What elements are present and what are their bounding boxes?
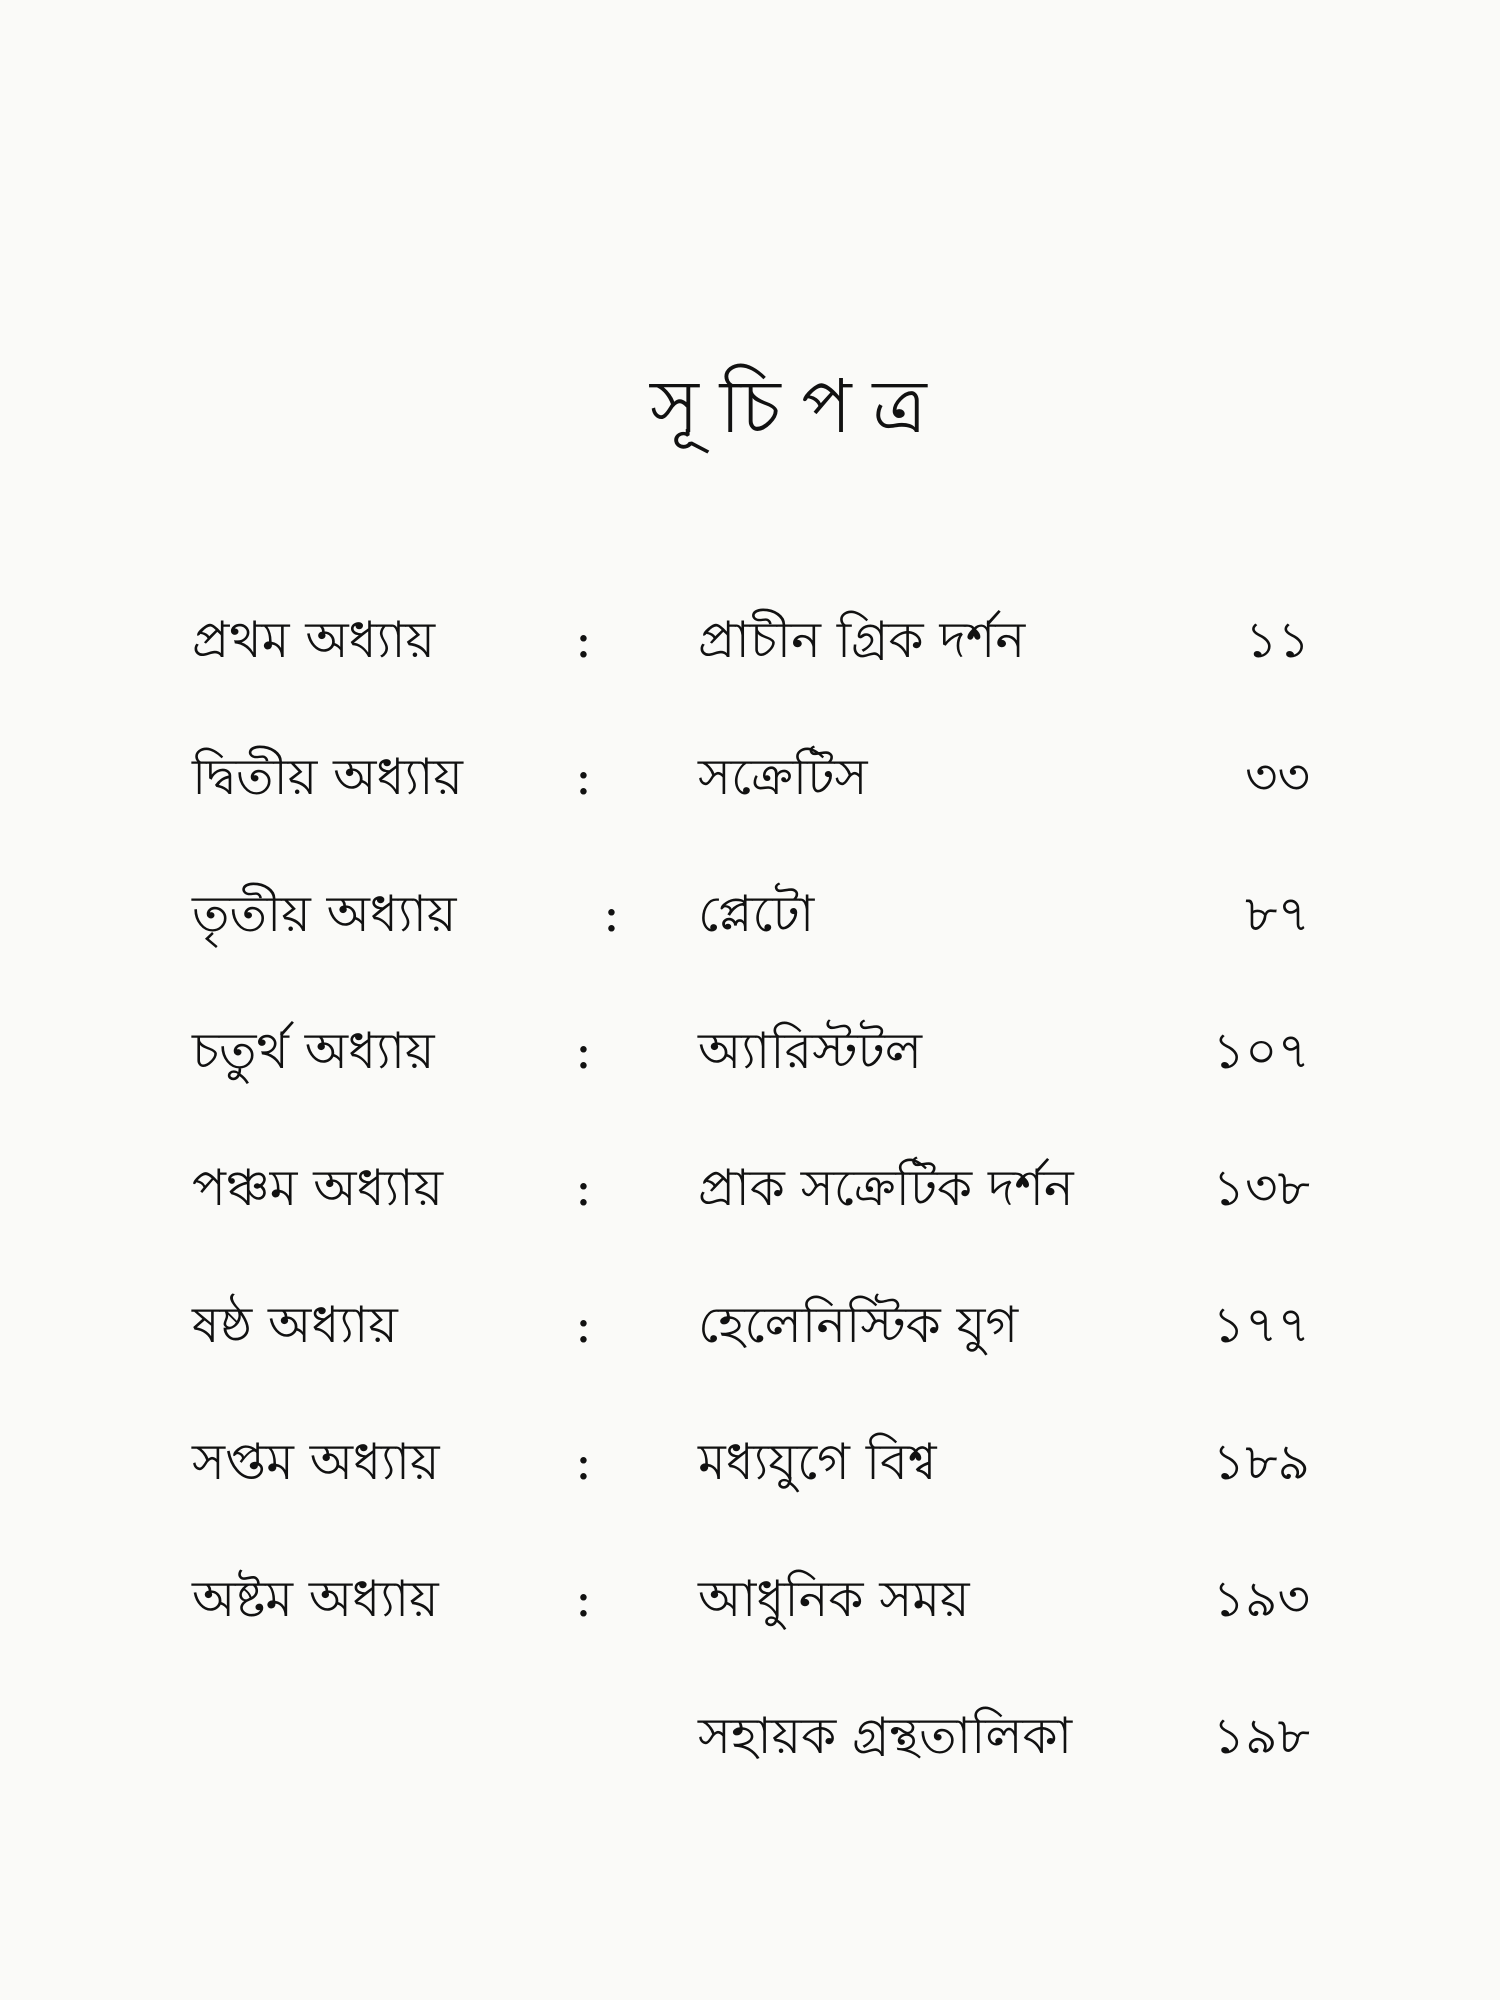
- chapter-label: অষ্টম অধ্যায়: [192, 1570, 439, 1628]
- separator: :: [575, 611, 592, 669]
- topic-title: প্রাচীন গ্রিক দর্শন: [698, 611, 1026, 669]
- toc-entry: [0, 737, 1500, 874]
- page-number: ১৮৯: [1212, 1433, 1310, 1491]
- topic-title: হেলেনিস্টিক যুগ: [698, 1296, 1019, 1354]
- toc-entry: [0, 1285, 1500, 1422]
- page-number: ১১: [1245, 611, 1310, 669]
- separator: :: [575, 1570, 592, 1628]
- page-number: ১৯৩: [1212, 1570, 1310, 1628]
- topic-title: সক্রেটিস: [698, 748, 868, 806]
- chapter-label: ষষ্ঠ অধ্যায়: [192, 1296, 398, 1354]
- page-title: সূচিপত্র: [650, 364, 948, 450]
- topic-title: আধুনিক সময়: [698, 1570, 970, 1628]
- topic-title: প্লেটো: [698, 885, 815, 943]
- page-number: ৮৭: [1245, 885, 1310, 943]
- page-number: ৩৩: [1244, 748, 1310, 806]
- toc-entry: [0, 1011, 1500, 1148]
- chapter-label: পঞ্চম অধ্যায়: [192, 1159, 444, 1217]
- toc-entry: [0, 874, 1500, 1011]
- page-number: ১৯৮: [1212, 1707, 1310, 1765]
- toc-entry: [0, 1559, 1500, 1696]
- topic-title: মধ্যযুগে বিশ্ব: [698, 1433, 937, 1491]
- page-number: ১৭৭: [1212, 1296, 1310, 1354]
- chapter-label: তৃতীয় অধ্যায়: [192, 885, 457, 943]
- toc-entry-bibliography: [0, 1696, 1500, 1833]
- chapter-label: দ্বিতীয় অধ্যায়: [192, 748, 463, 806]
- separator: :: [575, 1433, 592, 1491]
- table-of-contents: [0, 600, 1500, 1833]
- toc-entry: [0, 1148, 1500, 1285]
- topic-title: অ্যারিস্টটল: [698, 1022, 922, 1080]
- topic-title: সহায়ক গ্রন্থতালিকা: [698, 1707, 1073, 1765]
- separator: :: [603, 885, 620, 943]
- separator: :: [575, 1159, 592, 1217]
- toc-entry: [0, 600, 1500, 737]
- chapter-label: চতুর্থ অধ্যায়: [192, 1022, 435, 1080]
- chapter-label: প্রথম অধ্যায়: [192, 611, 436, 669]
- page-number: ১৩৮: [1212, 1159, 1310, 1217]
- separator: :: [575, 1022, 592, 1080]
- separator: :: [575, 748, 592, 806]
- chapter-label: সপ্তম অধ্যায়: [192, 1433, 440, 1491]
- topic-title: প্রাক সক্রেটিক দর্শন: [698, 1159, 1074, 1217]
- toc-entry: [0, 1422, 1500, 1559]
- separator: :: [575, 1296, 592, 1354]
- page-number: ১০৭: [1212, 1022, 1310, 1080]
